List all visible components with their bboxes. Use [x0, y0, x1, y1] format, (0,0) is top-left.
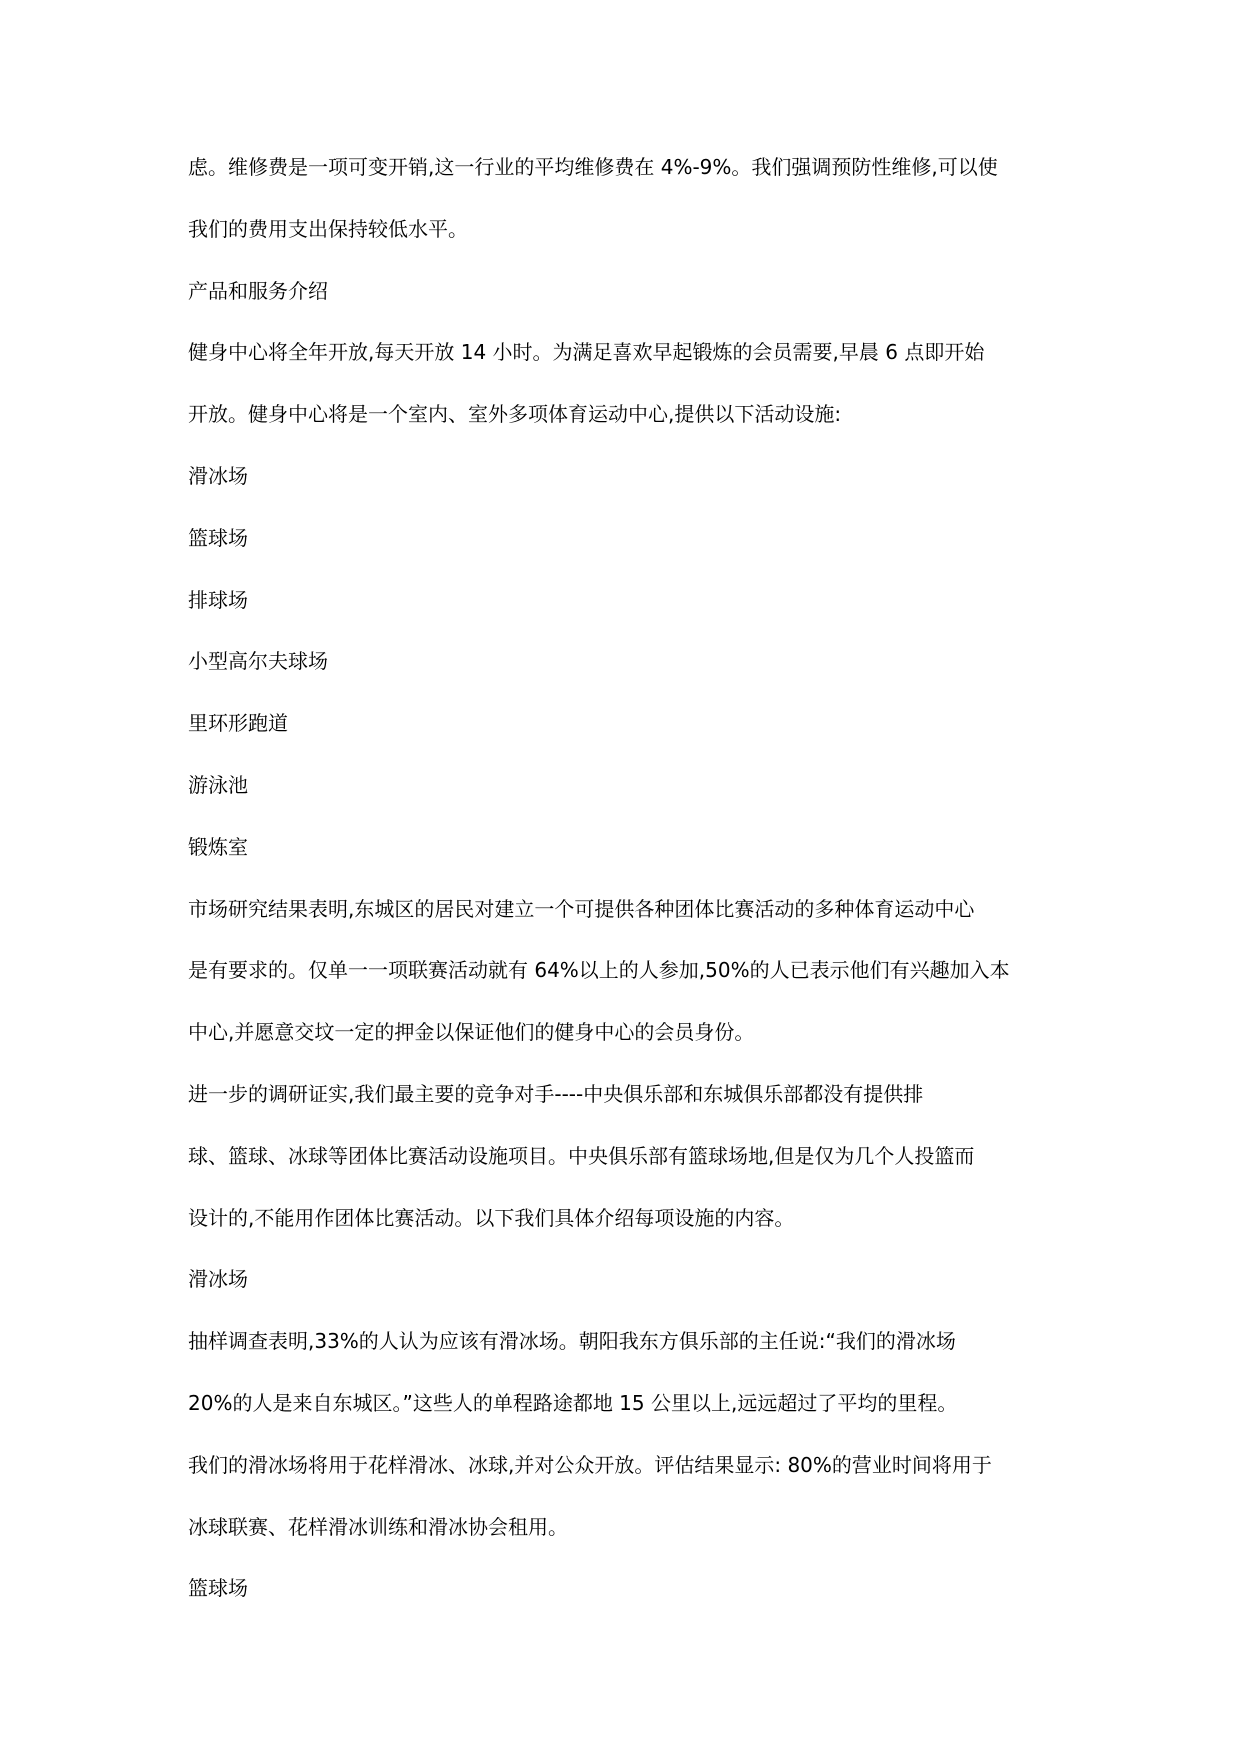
- text-line: 进一步的调研证实,我们最主要的竞争对手----中央俱乐部和东城俱乐部都没有提供排: [188, 1081, 924, 1106]
- text-line: 健身中心将全年开放,每天开放 14 小时。为满足喜欢早起锻炼的会员需要,早晨 6 点即开始: [188, 340, 985, 365]
- facility-item: 滑冰场: [188, 463, 248, 488]
- text-line: 我们的滑冰场将用于花样滑冰、冰球,并对公众开放。评估结果显示: 80%的营业时间将用于: [188, 1452, 992, 1477]
- text-line: 20%的人是来自东城区。”这些人的单程路途都地 15 公里以上,远远超过了平均的里程。: [188, 1390, 958, 1415]
- text-line: 开放。健身中心将是一个室内、室外多项体育运动中心,提供以下活动设施:: [188, 402, 842, 427]
- text-line: 是有要求的。仅单一一项联赛活动就有 64%以上的人参加,50%的人已表示他们有兴趣加入本: [188, 958, 1010, 983]
- text-line: 我们的费用支出保持较低水平。: [188, 216, 468, 241]
- text-line: 冰球联赛、花样滑冰训练和滑冰协会租用。: [188, 1514, 568, 1539]
- section-heading: 产品和服务介绍: [188, 278, 328, 303]
- text-line: 球、篮球、冰球等团体比赛活动设施项目。中央俱乐部有篮球场地,但是仅为几个人投篮而: [188, 1143, 975, 1168]
- text-line: 抽样调查表明,33%的人认为应该有滑冰场。朝阳我东方俱乐部的主任说:“我们的滑冰场: [188, 1329, 956, 1354]
- section-heading: 篮球场: [188, 1576, 248, 1601]
- text-line: 虑。维修费是一项可变开销,这一行业的平均维修费在 4%-9%。我们强调预防性维修,可以使: [188, 155, 998, 179]
- text-line: 市场研究结果表明,东城区的居民对建立一个可提供各种团体比赛活动的多种体育运动中心: [188, 896, 975, 921]
- facility-item: 小型高尔夫球场: [188, 649, 328, 674]
- facility-item: 锻炼室: [188, 834, 248, 859]
- text-line: 设计的,不能用作团体比赛活动。以下我们具体介绍每项设施的内容。: [188, 1205, 795, 1230]
- document-page: [188, 137, 1068, 1620]
- facility-item: 游泳池: [188, 772, 248, 797]
- facility-item: 篮球场: [188, 525, 248, 550]
- facility-item: 里环形跑道: [188, 711, 288, 736]
- text-line: 中心,并愿意交坟一定的押金以保证他们的健身中心的会员身份。: [188, 1020, 755, 1045]
- facility-item: 排球场: [188, 587, 248, 612]
- section-heading: 滑冰场: [188, 1267, 248, 1292]
